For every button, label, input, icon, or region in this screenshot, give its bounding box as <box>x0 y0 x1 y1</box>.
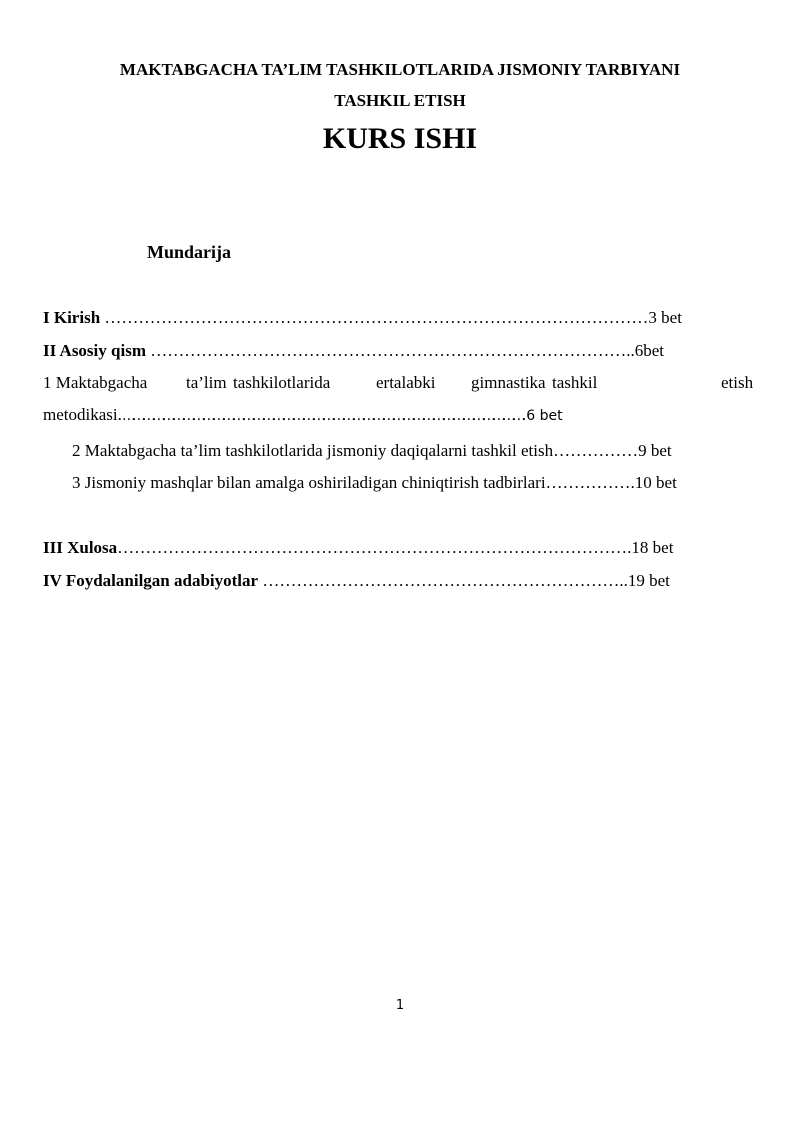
document-subtitle: KURS ISHI <box>322 122 478 155</box>
toc-entry-word: 1 Maktabgacha <box>43 373 148 392</box>
toc-entry-label: III Xulosa <box>43 538 118 557</box>
toc-entry-label: 2 Maktabgacha ta’lim tashkilotlarida jismoniy daqiqalarni tashkil etish <box>72 441 554 460</box>
toc-page-number: .6bet <box>630 341 665 360</box>
toc-dot-leader: ………………………………………………………………………………. <box>117 538 632 557</box>
toc-page-number: 9 bet <box>638 441 672 460</box>
document-title-line1: MAKTABGACHA TA’LIM TASHKILOTLARIDA JISMONIY TARBIYANI <box>119 60 681 79</box>
toc-entry-word: ta’lim <box>186 373 227 392</box>
toc-entry-adabiyot <box>43 571 670 591</box>
toc-page-number: 18 bet <box>631 538 674 557</box>
toc-entry-label: metodikasi. <box>43 405 122 424</box>
toc-entry-word: tashkilotlarida <box>233 373 331 392</box>
toc-dot-leader: …………………………………………………………………………. <box>145 341 631 360</box>
toc-dot-leader: ………………………………………………………………………………………………………… <box>121 408 522 424</box>
toc-dot-leader: …………… <box>553 441 639 460</box>
toc-entry-xulosa <box>43 538 673 558</box>
page-number: 1 <box>395 998 405 1013</box>
toc-entry-kirish <box>43 308 682 328</box>
toc-dot-leader: ……………. <box>545 473 635 492</box>
toc-entry-item3 <box>72 473 677 493</box>
toc-entry-label: 3 Jismoniy mashqlar bilan amalga oshiriladigan chiniqtirish tadbirlari <box>72 473 546 492</box>
contents-heading: Mundarija <box>147 242 232 262</box>
toc-entry-label: IV Foydalanilgan adabiyotlar <box>43 571 259 590</box>
toc-entry-label: II Asosiy qism <box>43 341 146 360</box>
toc-dot-leader: ……………………………………………………….. <box>258 571 628 590</box>
toc-entry-word: gimnastika <box>471 373 546 392</box>
toc-entry-word: ertalabki <box>376 373 436 392</box>
toc-entry-word: etish <box>721 373 754 392</box>
toc-page-number: 19 bet <box>627 571 670 590</box>
toc-entry-item2 <box>72 441 672 461</box>
toc-page-number: 10 bet <box>634 473 677 492</box>
toc-entry-asosiy <box>43 341 664 361</box>
toc-entry-line2 <box>43 405 703 425</box>
toc-dot-leader: …………………………………………………………………………………… <box>100 308 649 327</box>
toc-page-number: .6 bet <box>521 408 563 424</box>
toc-entry-word: tashkil <box>552 373 598 392</box>
toc-entry-label: I Kirish <box>43 308 101 327</box>
toc-page-number: 3 bet <box>648 308 682 327</box>
document-title-line2: TASHKIL ETISH <box>334 91 466 110</box>
